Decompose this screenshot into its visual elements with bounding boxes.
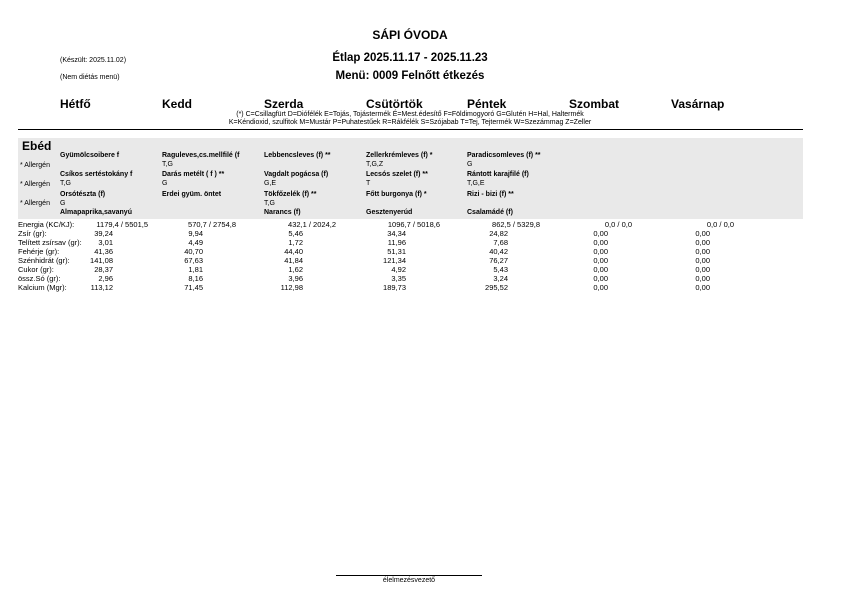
- salt-value-saturday: 0,00: [593, 274, 608, 283]
- fat-value-sunday: 0,00: [695, 229, 710, 238]
- carbohydrate-value-wednesday: 41,84: [284, 256, 303, 265]
- not-diet-note: (Nem diétás menü): [60, 74, 120, 81]
- meal-main-monday: Csíkos sertéstokány f: [60, 171, 133, 178]
- saturated-fat-value-thursday: 11,96: [387, 238, 406, 247]
- meal-extra-friday: Csalamádé (f): [467, 209, 513, 216]
- day-header-wednesday: Szerda: [264, 97, 304, 111]
- nutrition-label-carbohydrate: Szénhidrát (gr):: [18, 256, 70, 265]
- nutrition-label-sugar: Cukor (gr):: [18, 265, 54, 274]
- carbohydrate-value-friday: 76,27: [489, 256, 508, 265]
- protein-value-sunday: 0,00: [695, 247, 710, 256]
- allergen-row-label: * Allergén: [20, 162, 50, 169]
- fat-value-monday: 39,24: [94, 229, 113, 238]
- saturated-fat-value-saturday: 0,00: [593, 238, 608, 247]
- calcium-value-wednesday: 112,98: [280, 283, 303, 292]
- sugar-value-friday: 5,43: [493, 265, 508, 274]
- created-date: (Készült: 2025.11.02): [60, 57, 127, 64]
- energy-value-thursday: 1096,7 / 5018,6: [387, 220, 440, 229]
- nutrition-label-energy: Energia (KC/KJ):: [18, 220, 75, 229]
- energy-value-wednesday: 432,1 / 2024,2: [288, 220, 336, 229]
- allergen-row-label: * Allergén: [20, 181, 50, 188]
- section-title-lunch: Ebéd: [22, 139, 52, 153]
- energy-value-friday: 862,5 / 5329,8: [492, 220, 540, 229]
- protein-value-tuesday: 40,70: [184, 247, 203, 256]
- meal-side-tuesday: Erdei gyüm. öntet: [162, 191, 222, 198]
- carbohydrate-value-saturday: 0,00: [593, 256, 608, 265]
- meal-soup-allergen-thursday: T,G,Z: [366, 161, 384, 168]
- meal-main-wednesday: Vagdalt pogácsa (f): [264, 171, 329, 178]
- meal-main-thursday: Lecsós szelet (f) **: [366, 171, 428, 178]
- meal-extra-thursday: Gesztenyerúd: [366, 209, 413, 216]
- fat-value-tuesday: 9,94: [188, 229, 203, 238]
- nutrition-label-protein: Fehérje (gr):: [18, 247, 60, 256]
- fat-value-wednesday: 5,46: [288, 229, 303, 238]
- meal-soup-thursday: Zellerkrémleves (f) *: [366, 152, 433, 159]
- protein-value-wednesday: 44,40: [284, 247, 303, 256]
- salt-value-thursday: 3,35: [391, 274, 406, 283]
- sugar-value-sunday: 0,00: [695, 265, 710, 274]
- calcium-value-tuesday: 71,45: [184, 283, 203, 292]
- salt-value-wednesday: 3,96: [288, 274, 303, 283]
- menu-type: Menü: 0009 Felnőtt étkezés: [335, 70, 485, 82]
- sugar-value-wednesday: 1,62: [288, 265, 303, 274]
- calcium-value-monday: 113,12: [90, 283, 113, 292]
- saturated-fat-value-monday: 3,01: [98, 238, 113, 247]
- school-name: SÁPI ÓVODA: [372, 28, 448, 42]
- energy-value-sunday: 0,0 / 0,0: [706, 220, 734, 229]
- allergen-row-label: * Allergén: [20, 200, 50, 207]
- fat-value-friday: 24,82: [489, 229, 508, 238]
- header-divider: [18, 129, 803, 130]
- protein-value-monday: 41,36: [94, 247, 113, 256]
- meal-soup-monday: Gyümölcsoibere f: [60, 152, 120, 159]
- meal-main-friday: Rántott karajfilé (f): [467, 171, 529, 178]
- salt-value-monday: 2,96: [98, 274, 113, 283]
- salt-value-friday: 3,24: [493, 274, 508, 283]
- meal-main-allergen-monday: T,G: [60, 180, 71, 187]
- calcium-value-friday: 295,52: [485, 283, 508, 292]
- meal-main-allergen-wednesday: G,E: [264, 180, 277, 187]
- sugar-value-tuesday: 1,81: [188, 265, 203, 274]
- salt-value-tuesday: 8,16: [188, 274, 203, 283]
- meal-extra-monday: Almapaprika,savanyú: [60, 209, 132, 216]
- salt-value-sunday: 0,00: [695, 274, 710, 283]
- meal-soup-allergen-friday: G: [467, 161, 473, 168]
- fat-value-thursday: 34,34: [387, 229, 406, 238]
- meal-soup-wednesday: Lebbencsleves (f) **: [264, 152, 331, 159]
- calcium-value-thursday: 189,73: [383, 283, 406, 292]
- protein-value-saturday: 0,00: [593, 247, 608, 256]
- signature-line: [336, 575, 482, 576]
- protein-value-thursday: 51,31: [387, 247, 406, 256]
- allergen-legend-line1: (*) C=Csillagfürt D=Diófélék E=Tojás, Tojástermék É=Mest.édesítő F=Földimogyoró G=Glutén H=Hal, Haltermék: [236, 111, 584, 118]
- meal-side-allergen-wednesday: T,G: [264, 200, 275, 207]
- carbohydrate-value-monday: 141,08: [90, 256, 113, 265]
- sugar-value-monday: 28,37: [94, 265, 113, 274]
- protein-value-friday: 40,42: [489, 247, 508, 256]
- calcium-value-saturday: 0,00: [593, 283, 608, 292]
- saturated-fat-value-friday: 7,68: [493, 238, 508, 247]
- sugar-value-thursday: 4,92: [391, 265, 406, 274]
- meal-side-friday: Rizi - bizi (f) **: [467, 191, 514, 198]
- nutrition-label-fat: Zsír (gr):: [18, 229, 47, 238]
- menu-period: Étlap 2025.11.17 - 2025.11.23: [332, 52, 488, 64]
- day-header-sunday: Vasárnap: [671, 97, 725, 111]
- meal-side-wednesday: Tökfőzelék (f) **: [264, 191, 317, 198]
- nutrition-label-calcium: Kalcium (Mgr):: [18, 283, 67, 292]
- meal-main-allergen-thursday: T: [366, 180, 371, 187]
- meal-side-monday: Orsótészta (f): [60, 191, 106, 198]
- carbohydrate-value-tuesday: 67,63: [184, 256, 203, 265]
- saturated-fat-value-wednesday: 1,72: [288, 238, 303, 247]
- meal-main-allergen-tuesday: G: [162, 180, 168, 187]
- sugar-value-saturday: 0,00: [593, 265, 608, 274]
- day-header-saturday: Szombat: [569, 97, 620, 111]
- day-header-monday: Hétfő: [60, 97, 91, 111]
- fat-value-saturday: 0,00: [593, 229, 608, 238]
- energy-value-monday: 1179,4 / 5501,5: [96, 220, 148, 229]
- saturated-fat-value-tuesday: 4,49: [188, 238, 203, 247]
- energy-value-saturday: 0,0 / 0,0: [604, 220, 632, 229]
- meal-soup-friday: Paradicsomleves (f) **: [467, 152, 541, 159]
- nutrition-label-saturated-fat: Telített zsírsav (gr):: [18, 238, 82, 247]
- allergen-legend-line2: K=Kéndioxid, szulfitok M=Mustár P=Puhatestűek R=Rákfélék S=Szójabab T=Tej, Tejtermék W=Szezámmag Z=Zeller: [228, 119, 592, 126]
- meal-main-allergen-friday: T,G,E: [467, 180, 485, 187]
- meal-soup-allergen-tuesday: T,G: [162, 161, 173, 168]
- nutrition-label-salt: össz.Só (gr):: [18, 274, 61, 283]
- day-header-tuesday: Kedd: [162, 97, 192, 111]
- signature-caption: élelmezésvezető: [382, 577, 436, 584]
- day-header-thursday: Csütörtök: [366, 97, 423, 111]
- calcium-value-sunday: 0,00: [695, 283, 710, 292]
- meal-extra-wednesday: Narancs (f): [264, 209, 301, 216]
- energy-value-tuesday: 570,7 / 2754,8: [188, 220, 236, 229]
- meal-soup-tuesday: Raguleves,cs.mellfilé (f: [162, 152, 240, 159]
- meal-main-tuesday: Darás metélt ( f ) **: [162, 171, 225, 178]
- meal-side-thursday: Főtt burgonya (f) *: [366, 191, 427, 198]
- carbohydrate-value-sunday: 0,00: [695, 256, 710, 265]
- day-header-friday: Péntek: [467, 97, 507, 111]
- saturated-fat-value-sunday: 0,00: [695, 238, 710, 247]
- meal-side-allergen-monday: G: [60, 200, 66, 207]
- carbohydrate-value-thursday: 121,34: [383, 256, 406, 265]
